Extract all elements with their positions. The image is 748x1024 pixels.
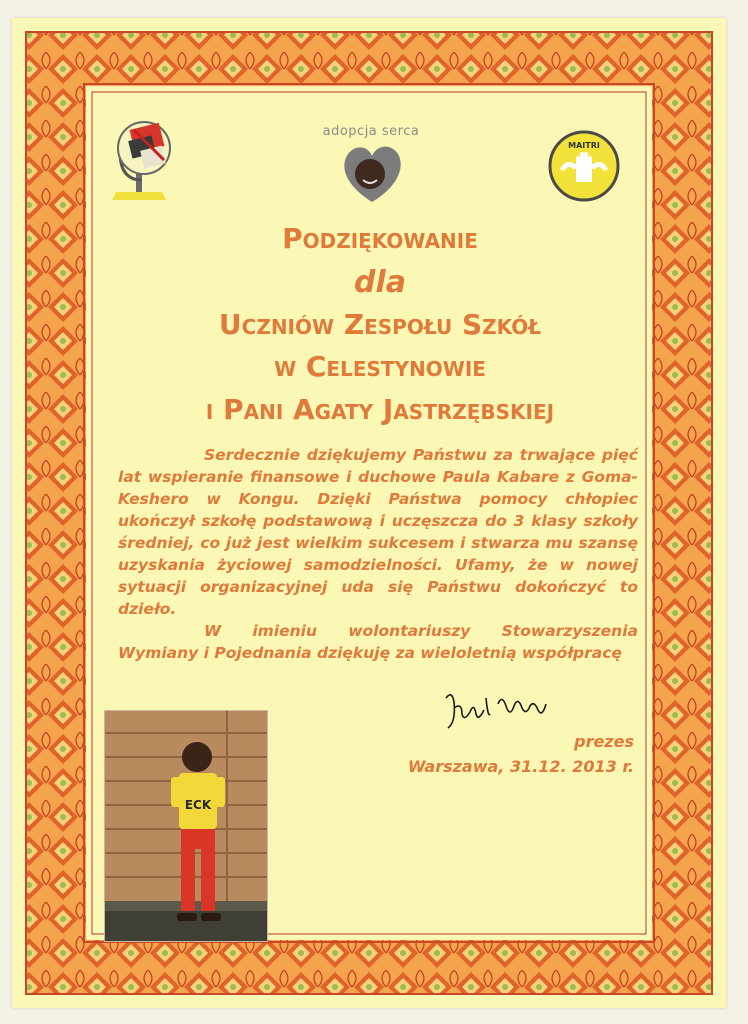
handwritten-signature — [440, 688, 560, 738]
body-paragraph-1: Serdecznie dziękujemy Państwu za trwające pięć lat wspieranie finansowe i duchowe Paula Kabare z Goma-Keshero w Kongu. Dzięki Państwa pomocy chłopiec ukończył szkołę podstawową i uczęszcza do 3 klasy szkoły średniej, co już jest wielkim sukcesem i stwarza mu szansę uzyskania życiowej samodzielności. Ufamy, że w nowej sytuacji organizacyjnej uda się Państwu dokończyć to dzieło. — [118, 446, 638, 618]
shirt-text: ECK — [184, 798, 212, 812]
title-line-2: dla — [353, 265, 406, 300]
place-date: Warszawa, 31.12. 2013 r. — [407, 757, 634, 776]
title-line-5: i Pani Agaty Jastrzębskiej — [205, 393, 555, 426]
title-line-1: Podziękowanie — [282, 222, 478, 255]
signer-role: prezes — [574, 732, 634, 751]
title-line-3: Uczniów Zespołu Szkół — [218, 308, 542, 341]
title-line-4: w Celestynowie — [274, 350, 486, 383]
heart-child-icon — [338, 138, 406, 206]
body-paragraph-2: W imieniu wolontariuszy Stowarzyszenia Wymiany i Pojednania dziękuję za wieloletnią współpracę — [118, 622, 638, 662]
logo-adopcja-text: adopcja serca — [322, 124, 420, 139]
svg-text:MAITRI: MAITRI — [568, 141, 600, 150]
body-text — [118, 444, 638, 664]
logo-adopcja-serca — [296, 120, 446, 208]
photo-child — [104, 710, 268, 942]
